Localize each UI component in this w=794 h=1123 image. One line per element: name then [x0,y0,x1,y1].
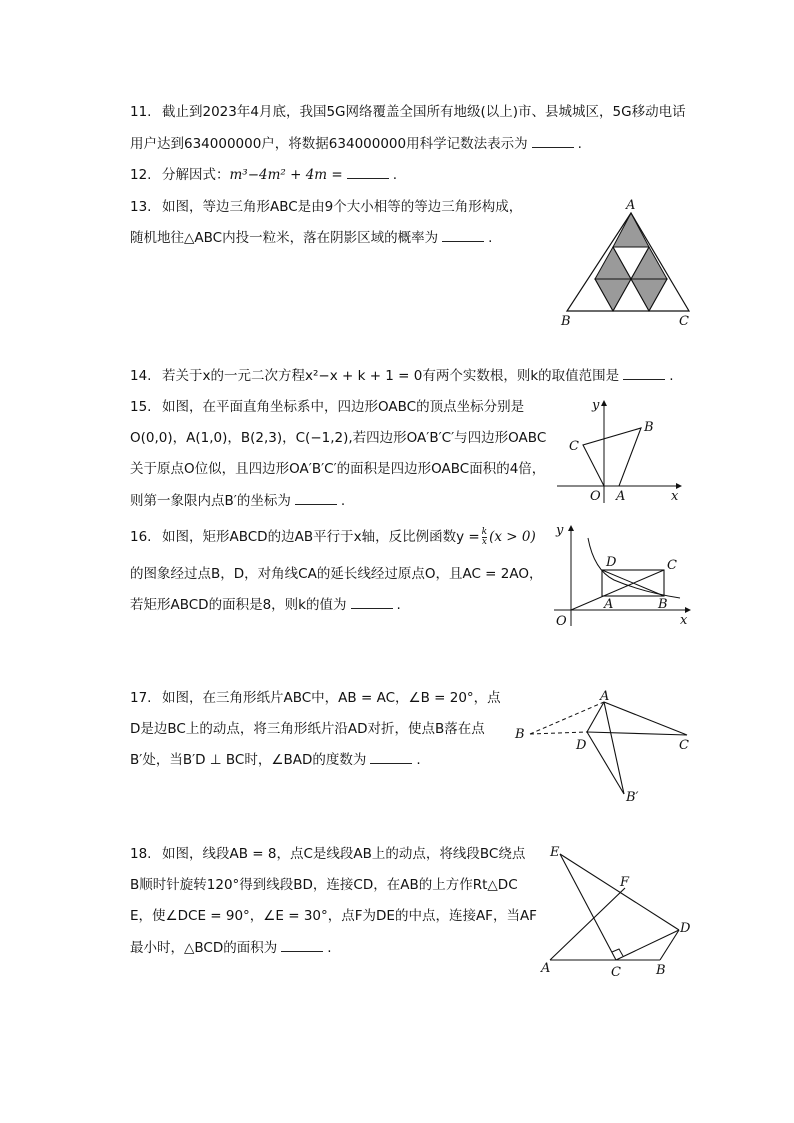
q16-label-o: O [556,614,567,629]
q13-shaded-mid-right [631,247,667,279]
q13-label-b: B [561,314,571,329]
q16-label-c: C [667,558,677,573]
q16-period: . [396,597,401,613]
q13-number: 13. [130,199,152,215]
q15-label-b: B [644,420,654,435]
q18-text-line3: E，使∠DCE = 90°，∠E = 30°，点F为DE的中点，连接AF，当AF [130,908,537,924]
q15-label-x: x [671,489,679,504]
q18-text-line4: 最小时，△BCD的面积为 [130,940,278,956]
q17-label-a: A [600,689,610,704]
q16-line2 [130,564,542,584]
q11-line2 [130,134,582,154]
q12-line [130,165,397,185]
q17-side-ab1 [604,702,624,794]
q16-fraction-numerator: k [481,526,488,537]
q13-label-a: A [626,198,636,213]
q18-segment-af [550,888,625,960]
q17-text-line1: 如图，在三角形纸片ABC中，AB = AC，∠B = 20°，点 [162,690,501,706]
q15-line4 [130,491,345,511]
q18-text-line1: 如图，线段AB = 8，点C是线段AB上的动点，将线段BC绕点 [162,846,526,862]
q16-line3 [130,595,401,615]
q11-text-line2: 用户达到634000000户，将数据634000000用科学记数法表示为 [130,136,528,152]
q13-triangle-figure [555,195,705,335]
q17-side-db1 [587,732,624,794]
q13-shaded-bot-left [595,279,631,311]
q18-line3 [130,906,537,926]
q14-line [130,366,673,386]
q12-text: 分解因式： [162,167,230,183]
q11-text-line1: 截止到2023年4月底，我国5G网络覆盖全国所有地级(以上)市、县城城区，5G移动电话 [162,104,686,120]
q18-label-c: C [611,965,621,980]
q13-shaded-mid-left [595,247,631,279]
q18-text-line2: B顺时针旋转120°得到线段BD，连接CD，在AB的上方作Rt△DC [130,877,518,893]
q18-label-e: E [550,845,560,860]
q18-number: 18. [130,846,152,862]
q18-geometry-figure [538,842,698,982]
q16-fraction-denominator: x [481,536,487,547]
q18-label-b: B [656,963,666,978]
q18-segment-ed [560,854,679,930]
q13-period: . [488,230,493,246]
q11-number: 11. [130,104,152,120]
q17-number: 17. [130,690,152,706]
q11-period: . [577,136,582,152]
q17-label-c: C [679,738,689,753]
q16-label-y: y [556,523,564,538]
q11-answer-blank[interactable] [532,135,574,148]
q18-answer-blank[interactable] [281,939,323,952]
q18-label-a: A [541,961,551,976]
q17-fold-ad [587,702,604,732]
q17-period: . [416,752,421,768]
q15-answer-blank[interactable] [295,492,337,505]
q18-label-f: F [620,875,630,890]
q18-line4 [130,938,332,958]
q16-label-b: B [658,597,668,612]
q13-text-line1: 如图，等边三角形ABC是由9个大小相等的等边三角形构成， [162,199,523,215]
q17-label-b-prime: B′ [626,790,639,805]
q13-label-c: C [679,314,689,329]
q15-label-a: A [616,489,626,504]
q16-text-line2: 的图象经过点B，D，对角线CA的延长线经过原点O，且AC = 2AO， [130,566,543,582]
q18-segment-ec [560,854,616,960]
q16-text-line1: 如图，矩形ABCD的边AB平行于x轴，反比例函数y = [162,529,480,545]
q16-number: 16. [130,529,152,545]
q15-label-o: O [590,489,601,504]
q15-line3 [130,459,545,479]
q17-line2 [130,719,485,739]
q17-label-b: B [515,727,525,742]
q16-label-d: D [606,555,617,570]
q17-text-line2: D是边BC上的动点，将三角形纸片沿AD对折，使点B落在点 [130,721,485,737]
q16-domain: (x > 0) [489,529,536,545]
q16-coordinate-figure [552,520,697,630]
q18-line1 [130,844,525,864]
q13-line1 [130,197,522,217]
q18-line2 [130,875,518,895]
q18-label-d: D [680,921,691,936]
q15-label-y: y [592,398,600,413]
q12-number: 12. [130,167,152,183]
q17-line3 [130,750,421,770]
q17-triangle-figure [512,686,697,806]
q16-text-line3: 若矩形ABCD的面积是8，则k的值为 [130,597,347,613]
q17-label-d: D [576,738,587,753]
q12-expression: m³−4m² + 4m = [229,167,343,183]
q13-answer-blank[interactable] [442,229,484,242]
q15-quadrilateral-oabc [583,428,641,486]
q14-answer-blank[interactable] [623,367,665,380]
q12-period: . [392,167,398,183]
q16-fraction [482,528,487,547]
q15-number: 15. [130,399,152,415]
q15-coordinate-figure [555,395,695,507]
q15-line2 [130,428,546,448]
q17-side-dc [587,732,687,735]
q18-period: . [327,940,332,956]
q15-period: . [340,493,346,509]
q15-text-line2: O(0,0)，A(1,0)，B(2,3)，C(−1,2),若四边形OA′B′C′与四边形OABC [130,430,547,446]
q17-dashed-bd [530,732,587,734]
q16-label-x: x [680,613,688,628]
q13-shaded-top [613,213,649,247]
q15-text-line1: 如图，在平面直角坐标系中，四边形OABC的顶点坐标分别是 [162,399,525,415]
q17-dashed-ab [530,702,604,734]
q16-answer-blank[interactable] [351,596,393,609]
q16-line1 [130,527,536,547]
q13-line2 [130,228,492,248]
q17-side-ac [604,702,687,735]
q17-text-line3: B′处，当B′D ⊥ BC时，∠BAD的度数为 [130,752,367,768]
q14-number: 14. [130,368,152,384]
q15-line1 [130,397,524,417]
q15-label-c: C [569,439,579,454]
q11-line1 [130,102,686,122]
q17-line1 [130,688,501,708]
q15-text-line3: 关于原点O位似，且四边形OA′B′C′的面积是四边形OABC面积的4倍， [130,461,546,477]
q13-shaded-bot-right [631,279,667,311]
q12-answer-blank[interactable] [347,166,389,179]
q14-period: . [669,368,674,384]
q17-answer-blank[interactable] [370,751,412,764]
q13-text-line2: 随机地往△ABC内投一粒米，落在阴影区域的概率为 [130,230,439,246]
q15-text-line4: 则第一象限内点B′的坐标为 [130,493,291,509]
q16-label-a: A [604,597,614,612]
q14-text: 若关于x的一元二次方程x²−x + k + 1 = 0有两个实数根，则k的取值范围是 [162,368,620,384]
